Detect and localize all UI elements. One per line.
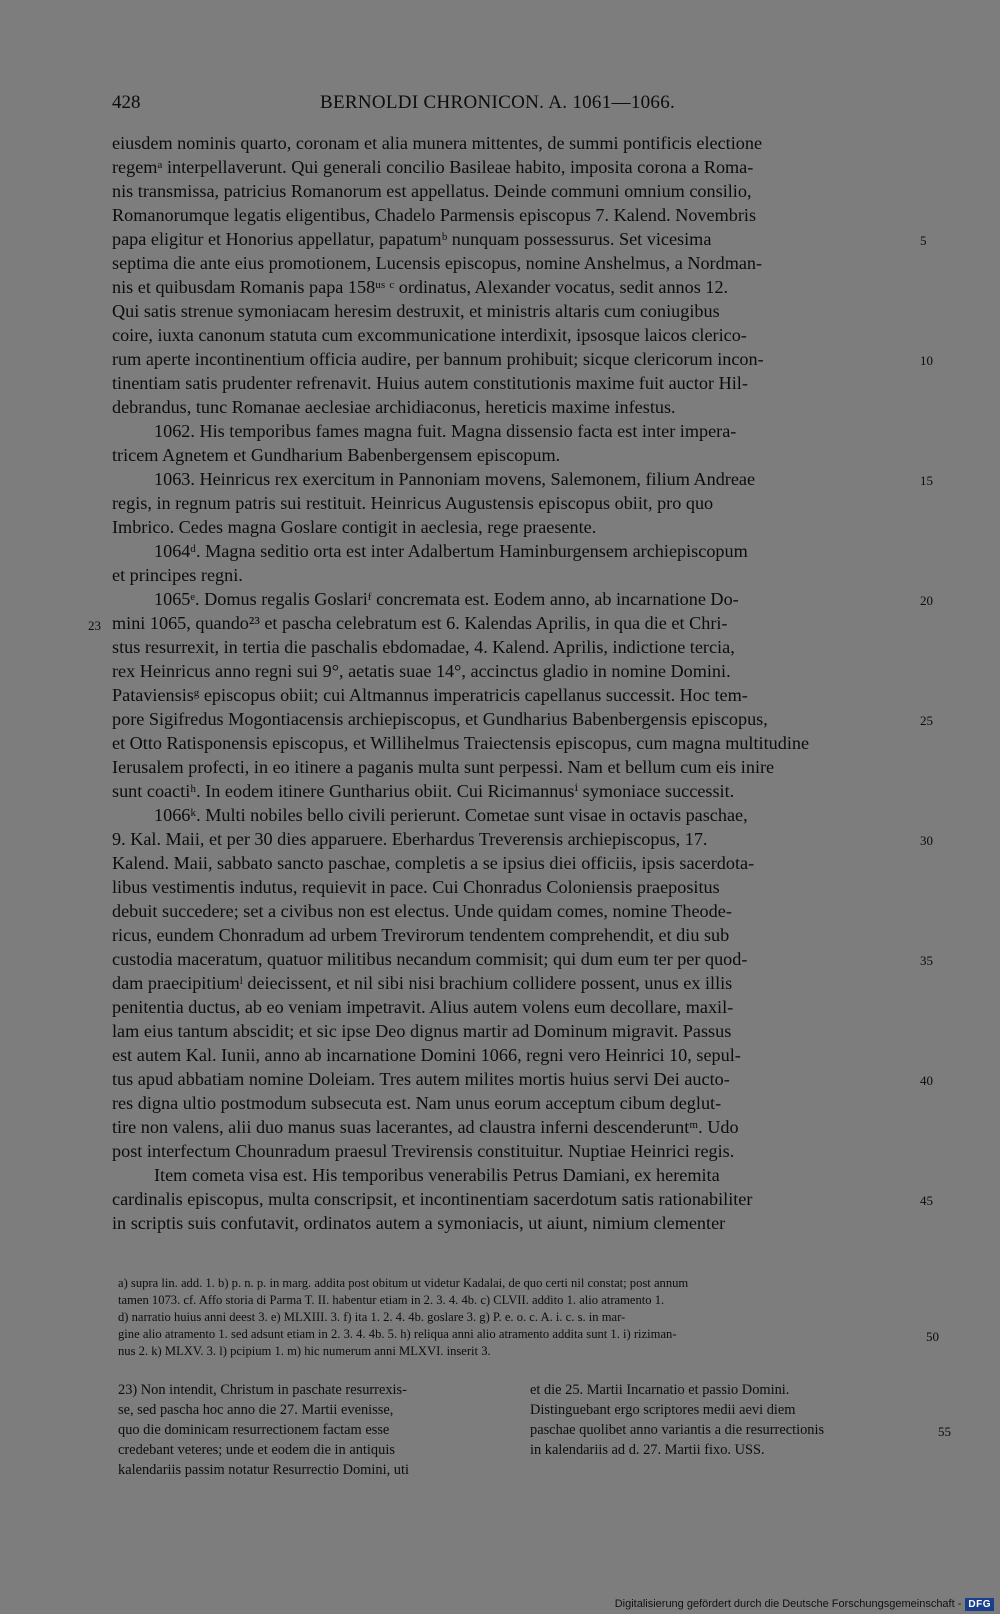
text-line-content: ricus, eundem Chonradum ad urbem Trevirorum tendentem comprehendit, et diu sub [112, 925, 730, 945]
footnote-line: in kalendariis ad d. 27. Martii fixo. USS. [530, 1442, 765, 1458]
apparatus-line [118, 1343, 918, 1360]
text-line [112, 683, 910, 707]
line-number: 25 [920, 713, 933, 728]
text-line [112, 1091, 910, 1115]
text-line [88, 611, 910, 635]
text-line-content: debuit succedere; set a civibus non est electus. Unde quidam comes, nomine Theode- [112, 901, 732, 921]
text-line-content: lam eius tantum abscidit; et sic ipse Deo dignus martir ad Dominum migravit. Passus [112, 1021, 732, 1041]
apparatus-line [118, 1275, 918, 1292]
text-line-content: cardinalis episcopus, multa conscripsit, et incontinentiam sacerdotum satis rationabiliter [112, 1189, 753, 1209]
footnote-column-right [530, 1380, 930, 1460]
apparatus-line-content: tamen 1073. cf. Affo storia di Parma T. II. habentur etiam in 2. 3. 4. 4b. c) CLVII. addito 1. alio atramento 1. [118, 1293, 665, 1307]
text-line [112, 1115, 910, 1139]
apparatus-line-content: gine alio atramento 1. sed adsunt etiam in 2. 3. 4. 4b. 5. h) reliqua anni alio atramento addita sunt 1. i) riziman- [118, 1327, 677, 1341]
line-number: 40 [920, 1073, 933, 1088]
text-line-content: est autem Kal. Iunii, anno ab incarnatione Domini 1066, regni vero Heinrici 10, sepul- [112, 1045, 741, 1065]
text-line [112, 299, 910, 323]
apparatus-line-content: nus 2. k) MLXV. 3. l) pcipium 1. m) hic numerum anni MLXVI. inserit 3. [118, 1344, 491, 1358]
text-line [112, 395, 910, 419]
apparatus-line-content: d) narratio huius anni deest 3. e) MLXIII. 3. f) ita 1. 2. 4. 4b. goslare 3. g) P. e. o. c. A. i. c. s. in mar- [118, 1310, 626, 1324]
text-line [112, 779, 910, 803]
footer-credit: Digitalisierung gefördert durch die Deutsche Forschungsgemeinschaft - [614, 1598, 962, 1610]
apparatus-line [118, 1292, 918, 1309]
text-line-content: 1065ᵉ. Domus regalis Goslariᶠ concremata est. Eodem anno, ab incarnatione Do- [154, 589, 739, 609]
text-line [112, 851, 910, 875]
text-line [112, 1067, 933, 1091]
text-line [112, 251, 910, 275]
text-line-content: tus apud abbatiam nomine Doleiam. Tres autem milites mortis huius servi Dei aucto- [112, 1069, 730, 1089]
page-number: 428 [112, 92, 141, 113]
text-line-content: penitentia ductus, ab eo veniam impetravit. Alius autem volens eum decollare, maxil- [112, 997, 734, 1017]
text-line-content: tire non valens, alii duo manus suas lacerantes, ad claustra inferni descenderuntᵐ. Udo [112, 1117, 739, 1137]
text-line-content: eiusdem nominis quarto, coronam et alia munera mittentes, de summi pontificis electione [112, 133, 763, 153]
text-line-content: tricem Agnetem et Gundharium Babenbergensem episcopum. [112, 445, 561, 465]
text-line-content: custodia maceratum, quatuor militibus necandum commisit; qui dum eum ter per quod- [112, 949, 748, 969]
text-line-content: tinentiam satis prudenter refrenavit. Huius autem constitutionis maxime fuit auctor Hil- [112, 373, 748, 393]
text-line-content: 1066ᵏ. Multi nobiles bello civili perierunt. Cometae sunt visae in octavis paschae, [154, 805, 748, 825]
text-line [112, 899, 910, 923]
text-line [112, 131, 910, 155]
text-line-content: libus vestimentis indutus, requievit in pace. Cui Chonradus Coloniensis praepositus [112, 877, 720, 897]
line-number: 50 [926, 1329, 939, 1344]
footnote-line: se, sed pascha hoc anno die 27. Martii evenisse, [118, 1402, 394, 1418]
text-line-content: Item cometa visa est. His temporibus venerabilis Petrus Damiani, ex heremita [154, 1165, 720, 1185]
text-line-content: papa eligitur et Honorius appellatur, papatumᵇ nunquam possessurus. Set vicesima [112, 229, 712, 249]
running-title: BERNOLDI CHRONICON. A. 1061—1066. [320, 92, 676, 113]
text-line [112, 1163, 910, 1187]
apparatus-line [118, 1326, 939, 1344]
chronicle-text [88, 131, 933, 1235]
line-number: 30 [920, 833, 933, 848]
text-line [112, 179, 910, 203]
text-line [112, 731, 910, 755]
text-line-content: coire, iuxta canonum statuta cum excommunicatione interdixit, ipsosque laicos clerico- [112, 325, 747, 345]
text-line-content: in scriptis suis confutavit, ordinatos autem a symoniacis, ut aiunt, nimium clementer [112, 1213, 726, 1233]
text-line [112, 1019, 910, 1043]
text-line-content: septima die ante eius promotionem, Lucensis episcopus, nomine Anshelmus, a Nordman- [112, 253, 763, 273]
text-line-content: Kalend. Maii, sabbato sancto paschae, completis a se ipsius diei officiis, ipsis sacerdota- [112, 853, 755, 873]
text-line [112, 563, 910, 587]
text-line [112, 947, 933, 971]
line-number: 45 [920, 1193, 933, 1208]
text-line [112, 539, 910, 563]
text-line-content: Qui satis strenue symoniacam heresim destruxit, et ministris altaris cum coniugibus [112, 301, 720, 321]
text-line [112, 755, 910, 779]
note-reference-marker: 23 [88, 618, 101, 633]
text-line [112, 227, 927, 251]
text-line-content: sunt coactiʰ. In eodem itinere Guntharius obiit. Cui Ricimannusⁱ symoniace successit. [112, 781, 735, 801]
text-line [112, 803, 910, 827]
line-number: 5 [920, 233, 927, 248]
text-line-content: debrandus, tunc Romanae aeclesiae archidiaconus, hereticis maxime infestus. [112, 397, 676, 417]
critical-apparatus [118, 1275, 939, 1360]
footnote-line: credebant veteres; unde et eodem die in antiquis [118, 1442, 395, 1458]
text-line [112, 587, 933, 611]
text-line [112, 491, 910, 515]
line-number: 20 [920, 593, 933, 608]
text-line [112, 1211, 910, 1235]
apparatus-line [118, 1309, 918, 1326]
text-line [112, 419, 910, 443]
text-line-content: rum aperte incontinentium officia audire, per bannum prohibuit; sicque clericorum incon- [112, 349, 764, 369]
footnote-line: et die 25. Martii Incarnatio et passio Domini. [530, 1382, 790, 1398]
text-line [112, 275, 910, 299]
apparatus-line-content: a) supra lin. add. 1. b) p. n. p. in marg. addita post obitum ut videtur Kadalai, de quo certi nil constat; post annum [118, 1276, 689, 1290]
text-line [112, 347, 933, 371]
text-line [112, 707, 933, 731]
text-line [112, 443, 910, 467]
text-line-content: et principes regni. [112, 565, 243, 585]
text-line [112, 323, 910, 347]
digitization-footer [615, 1596, 994, 1612]
text-line [112, 467, 933, 491]
text-line-content: 1062. His temporibus fames magna fuit. Magna dissensio facta est inter impera- [154, 421, 737, 441]
text-line-content: regis, in regnum patris sui restituit. Heinricus Augustensis episcopus obiit, pro quo [112, 493, 714, 513]
text-line [112, 875, 910, 899]
text-line-content: Pataviensisᵍ episcopus obiit; cui Altmannus imperatricis capellanus successit. Hoc tem- [112, 685, 748, 705]
text-line-content: pore Sigifredus Mogontiacensis archiepiscopus, et Gundharius Babenbergensis episcopus, [112, 709, 768, 729]
dfg-logo: DFG [965, 1598, 994, 1611]
text-line [112, 203, 910, 227]
text-line [112, 1139, 910, 1163]
text-line-content: mini 1065, quando²³ et pascha celebratum est 6. Kalendas Aprilis, in qua die et Chri- [112, 613, 728, 633]
line-number: 15 [920, 473, 933, 488]
text-line-content: Ierusalem profecti, in eo itinere a paganis multa sunt perpessi. Nam et bellum cum eis inire [112, 757, 775, 777]
text-line [112, 155, 910, 179]
text-line [112, 659, 910, 683]
text-line [112, 515, 910, 539]
text-line-content: 1064ᵈ. Magna seditio orta est inter Adalbertum Haminburgensem archiepiscopum [154, 541, 748, 561]
footnote-line: quo die dominicam resurrectionem factam esse [118, 1422, 390, 1438]
line-number: 55 [938, 1424, 951, 1439]
text-line-content: nis et quibusdam Romanis papa 158ᵘˢ ᶜ ordinatus, Alexander vocatus, sedit annos 12. [112, 277, 729, 297]
text-line-content: et Otto Ratisponensis episcopus, et Willihelmus Traiectensis episcopus, cum magna multitudine [112, 733, 810, 753]
text-line-content: stus resurrexit, in tertia die paschalis ebdomadae, 4. Kalend. Aprilis, indictione tercia, [112, 637, 735, 657]
text-line [112, 1187, 933, 1211]
text-line-content: post interfectum Chounradum praesul Trevirensis constituitur. Nuptiae Heinrici regis. [112, 1141, 735, 1161]
text-line [112, 995, 910, 1019]
text-line [112, 1043, 910, 1067]
text-line-content: dam praecipitiumˡ deiecissent, et nil sibi nisi brachium collidere possent, unus ex illis [112, 973, 733, 993]
text-line [112, 827, 933, 851]
text-line-content: Imbrico. Cedes magna Goslare contigit in aeclesia, rege praesente. [112, 517, 597, 537]
line-number: 10 [920, 353, 933, 368]
text-line-content: Romanorumque legatis eligentibus, Chadelo Parmensis episcopus 7. Kalend. Novembris [112, 205, 757, 225]
text-line-content: res digna ultio postmodum subsecuta est. Nam unus eorum acceptum cibum deglut- [112, 1093, 722, 1113]
text-line [112, 371, 910, 395]
text-line-content: rex Heinricus anno regni sui 9°, aetatis suae 14°, accinctus gladio in nomine Domini. [112, 661, 731, 681]
line-number: 35 [920, 953, 933, 968]
page-header [112, 92, 912, 122]
text-line [112, 635, 910, 659]
text-line-content: 1063. Heinricus rex exercitum in Pannoniam movens, Salemonem, filium Andreae [154, 469, 756, 489]
footnote-line: paschae quolibet anno variantis a die resurrectionis [530, 1422, 825, 1438]
text-line-content: 9. Kal. Maii, et per 30 dies apparuere. Eberhardus Treverensis archiepiscopus, 17. [112, 829, 708, 849]
footnote-line: Distinguebant ergo scriptores medii aevi diem [530, 1402, 796, 1418]
footnote-line: 23) Non intendit, Christum in paschate resurrexis- [118, 1382, 407, 1398]
text-line-content: nis transmissa, patricius Romanorum est appellatus. Deinde communi omnium consilio, [112, 181, 752, 201]
text-line-content: regemᵃ interpellaverunt. Qui generali concilio Basileae habito, imposita corona a Roma- [112, 157, 754, 177]
footnote-line: kalendariis passim notatur Resurrectio Domini, uti [118, 1462, 409, 1478]
text-line [112, 971, 910, 995]
text-line [112, 923, 910, 947]
footnote-column-left [118, 1380, 518, 1480]
